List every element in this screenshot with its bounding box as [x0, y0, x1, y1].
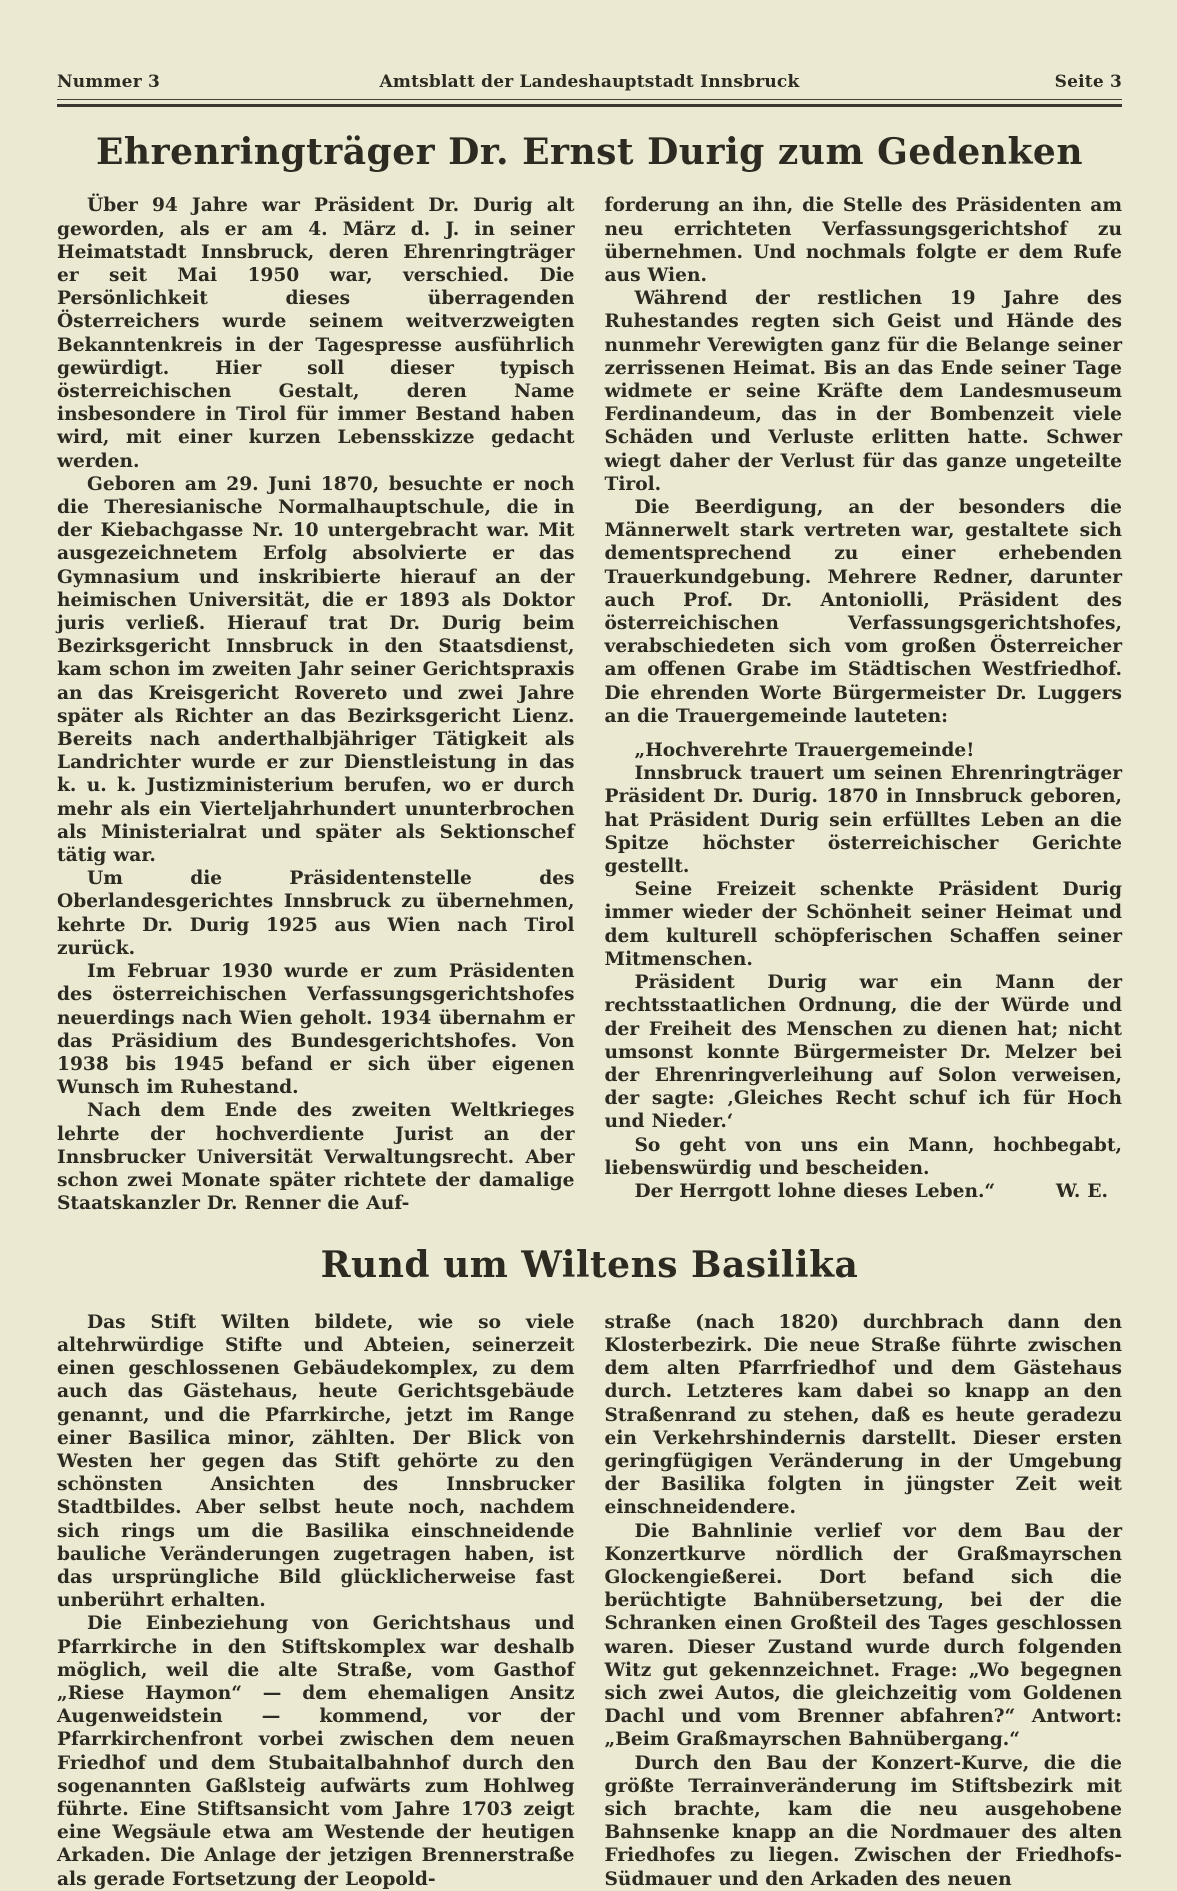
paragraph: Um die Präsidentenstelle des Oberlandesgerichtes Innsbruck zu übernehmen, kehrte Dr. Durig 1925 aus Wien nach Tirol zurück.: [57, 868, 575, 959]
paragraph: So geht von uns ein Mann, hochbegabt, liebenswürdig und bescheiden.: [604, 1134, 1122, 1179]
page-number: Seite 3: [1054, 72, 1122, 92]
paragraph: Über 94 Jahre war Präsident Dr. Durig alt geworden, als er am 4. März d. J. in seiner Heimatstadt Innsbruck, deren Ehrenringträger er seit Mai 1950 war, verschied. Die Persönlichkeit dieses überragenden Österreichers wurde seinem weitverzweigten Bekanntenkreis in der Tagespresse ausführlich gewürdigt. Hier soll dieser typisch österreichischen Gestalt, deren Name insbesondere in Tirol für immer Bestand haben wird, mit einer kurzen Lebensskizze gedacht werden.: [57, 195, 575, 472]
article2-title: Rund um Wiltens Basilika: [320, 1244, 859, 1287]
paragraph: Die Bahnlinie verlief vor dem Bau der Konzertkurve nördlich der Graßmayrschen Glockengießerei. Dort befand sich die berüchtigte Bahnübersetzung, bei der die Schranken einen Großteil des Tages geschlossen waren. Dieser Zustand wurde durch folgenden Witz gut gekennzeichnet. Frage: „Wo begegnen sich zwei Autos, die gleichzeitig vom Goldenen Dachl und vom Brenner abfahren?“ Antwort: „Beim Graßmayrschen Bahnübergang.“: [604, 1520, 1122, 1751]
paragraph: forderung an ihn, die Stelle des Präsidenten am neu errichteten Verfassungsgerichtshof zu übernehmen. Und nochmals folgte er dem Rufe aus Wien.: [604, 195, 1122, 286]
paragraph: Präsident Durig war ein Mann der rechtsstaatlichen Ordnung, die der Würde und der Freiheit des Menschen zu dienen hat; nicht umsonst konnte Bürgermeister Dr. Melzer bei der Ehrenringverleihung auf Solon verweisen, der sagte: ‚Gleiches Recht schuf ich für Hoch und Nieder.‘: [604, 972, 1122, 1133]
paragraph: Nach dem Ende des zweiten Weltkrieges lehrte der hochverdiente Jurist an der Innsbrucker Universität Verwaltungsrecht. Aber schon zwei Monate später richtete der damalige Staatskanzler Dr. Renner die Auf-: [57, 1100, 575, 1215]
paragraph: straße (nach 1820) durchbrach dann den Klosterbezirk. Die neue Straße führte zwischen dem alten Pfarrfriedhof und dem Gästehaus durch. Letzteres kam dabei so knapp an den Straßenrand zu stehen, daß es heute geradezu ein Verkehrshindernis darstellt. Dieser ersten geringfügigen Veränderung in der Umgebung der Basilika folgten in jüngster Zeit weit einschneidendere.: [604, 1311, 1122, 1519]
masthead: [57, 0, 1122, 92]
masthead-divider: [57, 99, 1122, 107]
closing-signature-line: [605, 1180, 1123, 1203]
paragraph: Während der restlichen 19 Jahre des Ruhestandes regten sich Geist und Hände des nunmehr Verewigten ganz für die Belange seiner zerrissenen Heimat. Bis an das Ende seiner Tage widmete er seine Kräfte dem Landesmuseum Ferdinandeum, das in der Bombenzeit viele Schäden und Verluste erlitten hatte. Schwer wiegt daher der Verlust für das ganze ungeteilte Tirol.: [604, 288, 1122, 495]
paragraph: „Hochverehrte Trauergemeinde!: [634, 740, 975, 762]
paragraph: Geboren am 29. Juni 1870, besuchte er noch die Theresianische Normalhauptschule, die in der Kiebachgasse Nr. 10 untergebracht war. Mit ausgezeichnetem Erfolg absolvierte er das Gymnasium und inskribierte hierauf an der heimischen Universität, die er 1893 als Doktor juris verließ. Hierauf trat Dr. Durig beim Bezirksgericht Innsbruck in den Staatsdienst, kam schon im zweiten Jahr seiner Gerichtspraxis an das Kreisgericht Rovereto und zwei Jahre später als Richter an das Bezirksgericht Lienz. Bereits nach anderthalbjähriger Tätigkeit als Landrichter wurde er zur Dienstleistung in das k. u. k. Justizministerium berufen, wo er durch mehr als ein Vierteljahrhundert ununterbrochen als Ministerialrat und später als Sektionschef tätig war.: [57, 473, 575, 867]
paragraph: Die Beerdigung, an der besonders die Männerwelt stark vertreten war, gestaltete sich dementsprechend zu einer erhebenden Trauerkundgebung. Mehrere Redner, darunter auch Prof. Dr. Antoniolli, Präsident des österreichischen Verfassungsgerichtshofes, verabschiedeten sich vom großen Österreicher am offenen Grabe im Städtischen Westfriedhof. Die ehrenden Worte Bürgermeister Dr. Luggers an die Trauergemeinde lauteten:: [604, 497, 1122, 727]
paragraph: Durch den Bau der Konzert-Kurve, die die größte Terrainveränderung im Stiftsbezirk mit sich brachte, kam die neu ausgehobene Bahnsenke knapp an die Nordmauer des alten Friedhofes zu liegen. Zwischen der Friedhofs-Südmauer und den Arkaden des neuen: [604, 1752, 1122, 1890]
author-initials: W. E.: [1055, 1180, 1108, 1202]
paragraph: Die Einbeziehung von Gerichtshaus und Pfarrkirche in den Stiftskomplex war deshalb möglich, weil die alte Straße, vom Gasthof „Riese Haymon“ — dem ehemaligen Ansitz Augenweidstein — kommend, vor der Pfarrkirchenfront vorbei zwischen dem neuen Friedhof und dem Stubaitalbahnhof durch den sogenannten Gaßlsteig aufwärts zum Hohlweg führte. Eine Stiftsansicht vom Jahre 1703 zeigt eine Wegsäule etwa am Westende der heutigen Arkaden. Die Anlage der jetzigen Brennerstraße als gerade Fortsetzung der Leopold-: [57, 1613, 575, 1890]
paragraph: Im Februar 1930 wurde er zum Präsidenten des österreichischen Verfassungsgerichtshofes neuerdings nach Wien geholt. 1934 übernahm er das Präsidium des Bundesgerichtshofes. Von 1938 bis 1945 befand er sich über eigenen Wunsch im Ruhestand.: [57, 961, 575, 1099]
paragraph: Innsbruck trauert um seinen Ehrenringträger Präsident Dr. Durig. 1870 in Innsbruck geboren, hat Präsident Durig sein erfülltes Leben an die Spitze höchster österreichischer Gerichte gestellt.: [604, 763, 1122, 878]
article2-body: [57, 1311, 1122, 1891]
article2-column-left: [57, 1311, 575, 1891]
article1-column-left: [57, 194, 575, 1215]
article1-title: Ehrenringträger Dr. Ernst Durig zum Gedenken: [95, 131, 1083, 173]
article1-column-right-paragraphs: [605, 194, 1123, 1180]
newspaper-title: Amtsblatt der Landeshauptstadt Innsbruck: [379, 72, 800, 92]
paragraph: Das Stift Wilten bildete, wie so viele altehrwürdige Stifte und Abteien, seinerzeit einen geschlossenen Gebäudekomplex, zu dem auch das Gästehaus, heute Gerichtsgebäude genannt, und die Pfarrkirche, jetzt im Range einer Basilica minor, zählten. Der Blick von Westen her gegen das Stift gehörte zu den schönsten Ansichten des Innsbrucker Stadtbildes. Aber selbst heute noch, nachdem sich rings um die Basilika einschneidende bauliche Veränderungen zugetragen haben, ist das ursprüngliche Bild glücklicherweise fast unberührt erhalten.: [57, 1311, 575, 1612]
article2-column-right: [605, 1311, 1123, 1891]
closing-sentence: Der Herrgott lohne dieses Leben.“: [634, 1180, 996, 1202]
article1-column-right: [605, 194, 1123, 1215]
paragraph: Seine Freizeit schenkte Präsident Durig immer wieder der Schönheit seiner Heimat und dem kulturell schöpferischen Schaffen seiner Mitmenschen.: [604, 879, 1122, 970]
issue-number: Nummer 3: [57, 72, 160, 92]
article1-body: [57, 194, 1122, 1215]
